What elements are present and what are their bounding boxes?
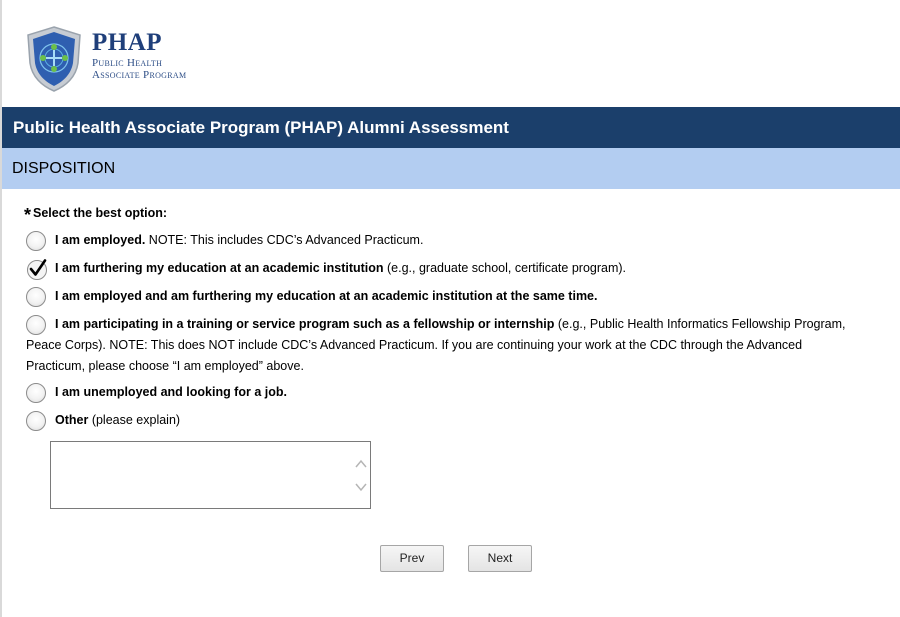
page-title: Public Health Associate Program (PHAP) Alumni Assessment <box>2 107 900 148</box>
next-button[interactable]: Next <box>468 545 532 572</box>
radio-other[interactable] <box>26 411 46 431</box>
option-unemployed[interactable] <box>26 382 856 403</box>
option-employed[interactable] <box>26 230 856 251</box>
option-label-bold: I am employed and am furthering my education at an academic institution at the same time. <box>55 289 598 303</box>
logo-line-2: Associate Program <box>92 69 187 81</box>
option-label-rest: NOTE: This includes CDC’s Advanced Practicum. <box>145 233 424 247</box>
radio-training-program[interactable] <box>26 315 46 335</box>
option-label-bold: I am participating in a training or service program such as a fellowship or internship <box>55 317 555 331</box>
option-employed-and-education[interactable] <box>26 286 856 307</box>
page-left-border <box>0 0 2 617</box>
prev-button[interactable]: Prev <box>380 545 444 572</box>
logo-line-1: Public Health <box>92 57 163 69</box>
shield-emblem-icon <box>24 25 84 93</box>
logo-acronym: PHAP <box>92 29 163 56</box>
other-explain-textarea[interactable] <box>50 441 371 509</box>
question-text: Select the best option: <box>33 206 168 220</box>
option-label-rest: (e.g., graduate school, certificate program). <box>383 261 627 275</box>
radio-employed[interactable] <box>26 231 46 251</box>
option-label-bold: I am furthering my education at an academic institution <box>55 261 384 275</box>
option-label-bold: Other <box>55 413 89 427</box>
option-other[interactable] <box>26 410 856 431</box>
radio-unemployed[interactable] <box>26 383 46 403</box>
question-prompt <box>24 205 167 226</box>
phap-logo <box>24 25 224 95</box>
option-training-program[interactable] <box>26 314 846 377</box>
option-label-rest: (e.g., Public Health Informatics Fellowship Program, Peace Corps). NOTE: This does NOT include CDC’s Advanced Practicum. If you are continuing your work at the CDC through the Advanced Practicum, please choose “I am employed” above. <box>26 317 846 373</box>
section-header: DISPOSITION <box>2 148 900 189</box>
option-education[interactable] <box>26 258 856 279</box>
option-label-bold: I am unemployed and looking for a job. <box>55 385 287 399</box>
radio-employed-and-education[interactable] <box>26 287 46 307</box>
checkmark-icon[interactable] <box>26 258 48 280</box>
option-label-bold: I am employed. <box>55 233 146 247</box>
required-marker: * <box>24 205 32 225</box>
textarea-scrollbar[interactable] <box>352 442 370 508</box>
option-label-rest: (please explain) <box>88 413 181 427</box>
